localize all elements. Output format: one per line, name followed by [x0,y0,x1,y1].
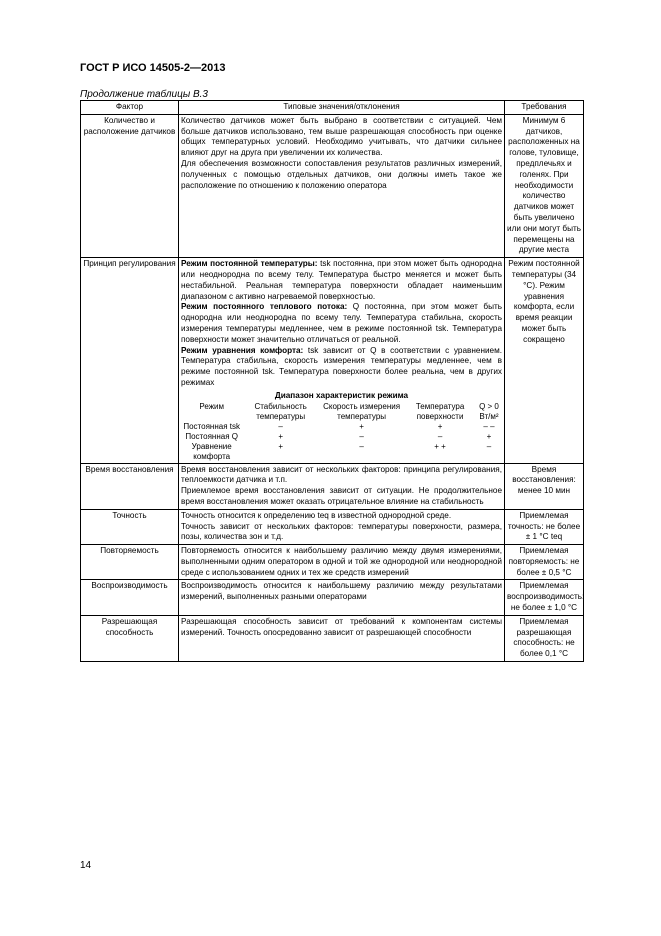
values-paragraph: Повторяемость относится к наибольшему различию между двумя измерениями, выполненными одним оператором в одной и той же однородной или неоднородной среде с использованием одних и тех же средств измерений [181,546,502,577]
subtable-cell: Постоянная Q [185,431,238,441]
requirement-cell: Время восстановления: менее 10 мин [505,463,584,509]
subtable-cell: + [359,421,364,431]
requirement-cell: Приемлемая точность: не более ± 1 °С teq [505,509,584,544]
subtable-title: Диапазон характеристик режима [274,390,409,400]
subtable-cell: – [359,431,364,441]
factor-cell: Разрешающая способность [81,615,179,661]
subtable-cell: – – [483,421,495,431]
requirement-cell: Приемлемая повторяемость: не более ± 0,5 °С [505,545,584,580]
factor-cell: Время восстановления [81,463,179,509]
table-row [81,545,584,580]
column-header-requirements: Требования [505,101,584,115]
values-paragraph: Разрешающая способность зависит от требований к компонентам системы измерений. Точность опосредованно зависит от разрешающей способности [181,616,502,637]
mode-label: Режим уравнения комфорта: [181,345,304,355]
subtable-cell: – [437,431,443,441]
mode-paragraph [181,302,502,345]
table-row [81,114,584,257]
mode-text: Q постоянна, при этом может быть однородна или неоднородна по всему телу. Температура стабильна, скорость измерения температуры медленнее, чем в режиме постоянной tsk. Температура поверхности может значительно отличаться от реальной. [181,302,503,344]
values-paragraph: Точность относится к определению teq в известной однородной среде. [181,510,452,520]
page-number: 14 [80,860,92,871]
factor-cell: Принцип регулирования [81,258,179,463]
subtable-cell: + + [434,441,446,451]
values-paragraph: Для обеспечения возможности сопоставления результатов различных измерений, полученных с помощью отдельных датчиков, они должны иметь такое же расположение по отношению к положению оператора [181,158,502,190]
table-row [81,258,584,463]
subtable-cell: – [486,441,492,451]
factor-cell: Воспроизводимость [81,580,179,615]
factor-cell: Количество и расположение датчиков [81,114,179,257]
factor-cell: Повторяемость [81,545,179,580]
mode-paragraph [181,259,502,302]
values-cell [179,463,505,509]
table-continuation-caption: Продолжение таблицы В.3 [80,89,208,100]
requirement-cell: Минимум 6 датчиков, расположенных на голове, туловище, предплечьях и голенях. При необходимости количество датчиков может быть увеличено или они могут быть перемещены на другие места [505,114,584,257]
subtable-row [181,432,502,442]
standard-title: ГОСТ Р ИСО 14505-2—2013 [80,62,226,74]
values-paragraph: Воспроизводимость относится к наибольшему различию между результатами измерений, выполненных разными операторами [181,581,502,602]
subtable-cell: Постоянная tsk [183,421,240,431]
subtable-header: Q > 0 Вт/м² [479,401,499,421]
requirements-table [80,100,584,662]
subtable-header: Стабильность температуры [254,401,307,421]
subtable-header-row [181,402,502,422]
values-cell [179,615,505,661]
values-paragraph: Количество датчиков может быть выбрано в соответствии с ситуацией. Чем больше датчиков использовано, тем выше разрешающая способность при оценке общих температурных условий. Необходимо учитывать, что датчики сильнее влияют друг на друга при увеличении их количества. [181,115,502,158]
values-cell [179,509,505,544]
subtable-cell: + [437,421,443,431]
mode-label: Режим постоянного теплового потока: [181,302,348,312]
subtable-cell: + [278,431,283,441]
requirement-cell: Режим постоянной температуры (34 °С). Режим уравнения комфорта, если время реакции может быть сокращено [505,258,584,463]
subtable-row [181,422,502,432]
values-cell [179,545,505,580]
subtable-header: Скорость измерения температуры [323,401,401,421]
table-header-row [81,101,584,115]
values-paragraph: Время восстановления зависит от нескольких факторов: принципа регулирования, теплоемкости датчика и т.п. [181,464,502,485]
column-header-factor: Фактор [81,101,179,115]
subtable-header: Режим [199,401,225,411]
mode-text: tsk зависит от Q в соответствии с уравнением. Температура стабильна, скорость измерения температуры медленнее, чем в режиме постоянной tsk. Температура поверхности более реальна, чем в других режимах [181,345,502,387]
values-paragraph: Точность зависит от нескольких факторов: температуры поверхности, размера, позы, количества зон и т.д. [181,521,502,542]
subtable-cell: Уравнение комфорта [191,441,232,461]
subtable-row [181,442,502,462]
subtable-header: Температура поверхности [415,401,465,421]
table-row [81,463,584,509]
table-row [81,509,584,544]
factor-cell: Точность [81,509,179,544]
requirement-cell: Приемлемая воспроизводимость: не более ± 1,0 °С [505,580,584,615]
values-cell [179,258,505,463]
mode-paragraph [181,346,502,389]
subtable-cell: + [486,431,492,441]
mode-label: Режим постоянной температуры: [181,259,318,269]
values-paragraph: Приемлемое время восстановления зависит от ситуации. Не продолжительное время восстановления может оказать отрицательное влияние на стабильность [181,486,502,506]
table-row [81,615,584,661]
column-header-values: Типовые значения/отклонения [179,101,505,115]
subtable-cell: – [359,441,364,451]
mode-text: tsk постоянна, при этом может быть однородна или неоднородна по всему телу. Температура быстро меняется и может быть нестабильной. Реальная температура поверхности обладает наименьшим диапазоном с активно нагреваемой поверхностью. [181,259,503,301]
subtable-cell: + [278,441,283,451]
values-cell [179,580,505,615]
table-row [81,580,584,615]
requirement-cell: Приемлемая разрешающая способность: не более 0,1 °С [505,615,584,661]
subtable-cell: – [278,421,283,431]
values-cell [179,114,505,257]
mode-subtable [181,402,502,462]
